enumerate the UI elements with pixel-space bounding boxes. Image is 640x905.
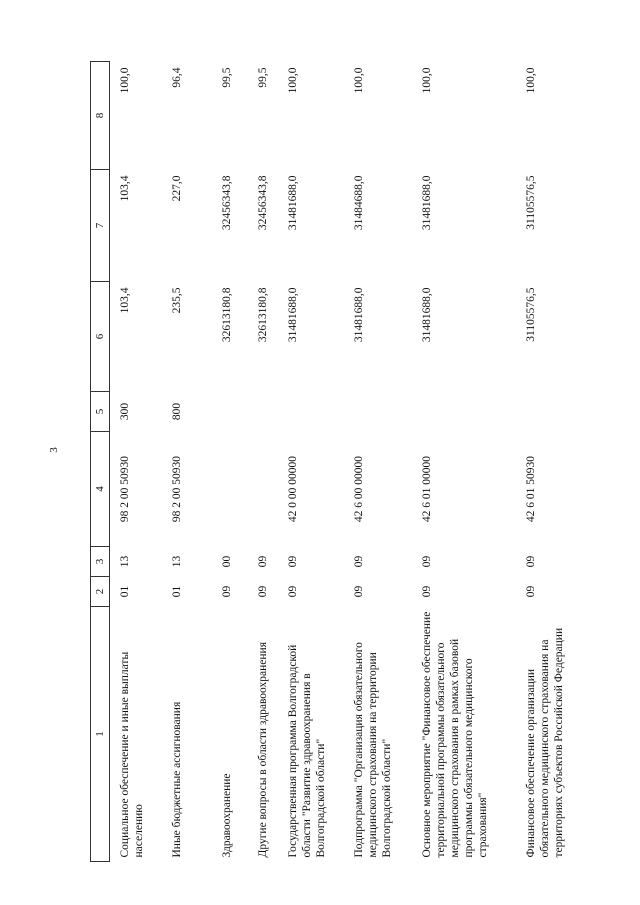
cell-section: 09 (256, 585, 269, 598)
cell-subsection: 09 (352, 555, 365, 568)
table-row (214, 62, 250, 862)
cell-planned: 103,4 (119, 287, 131, 314)
cell-planned: 31481688,0 (352, 287, 365, 343)
cell-percent: 99,5 (220, 67, 233, 88)
cell-section: 01 (119, 585, 131, 598)
cell-subsection: 13 (119, 555, 131, 568)
page-number: 3 (48, 447, 60, 453)
cell-planned: 31481688,0 (420, 287, 433, 343)
cell-subsection: 09 (524, 555, 537, 568)
cell-actual: 31481688,0 (286, 175, 299, 231)
cell-subsection: 09 (256, 555, 269, 568)
cell-expense-type (280, 392, 346, 432)
table-row (414, 62, 518, 862)
cell-planned: 235,5 (170, 287, 183, 314)
cell-actual: 227,0 (170, 175, 183, 202)
col-header: 8 (91, 62, 110, 170)
cell-expense-type: 300 (119, 402, 131, 421)
cell-actual: 31105576,5 (524, 175, 537, 230)
cell-actual: 31484688,0 (352, 175, 365, 231)
row-name: Государственная программа Волгоградской области "Развитие здравоохранения в Волгоградской области" (286, 644, 327, 858)
cell-expense-type (518, 392, 604, 432)
row-name: Социальное обеспечение и иные выплаты населению (119, 651, 145, 858)
cell-actual: 32456343,8 (220, 175, 233, 231)
cell-subsection: 09 (286, 555, 299, 568)
cell-actual: 103,4 (119, 175, 131, 202)
cell-section: 09 (220, 585, 233, 598)
cell-section: 01 (170, 585, 183, 598)
table-row (250, 62, 280, 862)
cell-actual: 31481688,0 (420, 175, 433, 231)
col-header: 4 (91, 432, 110, 547)
cell-expense-type (346, 392, 414, 432)
col-header: 3 (91, 547, 110, 577)
table-row (280, 62, 346, 862)
row-name: Подпрограмма "Организация обязательного медицинского страхования на территории Волгоградской области" (352, 642, 393, 858)
budget-table (90, 61, 604, 862)
cell-target-article (214, 432, 250, 547)
col-header: 6 (91, 282, 110, 392)
col-header: 1 (91, 607, 110, 862)
cell-actual: 32456343,8 (256, 175, 269, 231)
cell-target-article (250, 432, 280, 547)
row-name: Основное мероприятие "Финансовое обеспечение территориальной программы обязательного медицинского страхования в рамках базовой программы обязательного медицинского страхования" (420, 611, 489, 858)
cell-section: 09 (524, 585, 537, 598)
cell-planned: 31481688,0 (286, 287, 299, 343)
row-name: Здравоохранение (220, 773, 233, 858)
cell-subsection: 13 (170, 555, 183, 568)
table-row (110, 62, 164, 862)
cell-target-article: 42 6 01 00000 (420, 455, 433, 523)
row-name: Финансовое обеспечение организации обязательного медицинского страхования на территориях субъектов Российской Федерации (524, 627, 565, 858)
cell-percent: 100,0 (420, 67, 433, 94)
cell-percent: 100,0 (352, 67, 365, 94)
cell-percent: 99,5 (256, 67, 269, 88)
cell-target-article: 42 0 00 00000 (286, 455, 299, 523)
cell-subsection: 00 (220, 555, 233, 568)
cell-planned: 32613180,8 (220, 287, 233, 343)
cell-target-article: 98 2 00 50930 (119, 455, 131, 523)
cell-section: 09 (352, 585, 365, 598)
row-name: Другие вопросы в области здравоохранения (256, 642, 269, 858)
cell-target-article: 42 6 00 00000 (352, 455, 365, 523)
table-row (164, 62, 214, 862)
cell-section: 09 (286, 585, 299, 598)
cell-target-article: 42 6 01 50930 (524, 455, 537, 523)
table-row (518, 62, 604, 862)
cell-expense-type: 800 (170, 402, 183, 421)
cell-expense-type (250, 392, 280, 432)
cell-target-article: 98 2 00 50930 (170, 455, 183, 523)
row-name: Иные бюджетные ассигнования (170, 701, 183, 858)
header-row (91, 62, 110, 862)
cell-planned: 31105576,5 (524, 287, 537, 342)
cell-subsection: 09 (420, 555, 433, 568)
cell-section: 09 (420, 585, 433, 598)
cell-percent: 96,4 (170, 67, 183, 88)
cell-planned: 32613180,8 (256, 287, 269, 343)
col-header: 5 (91, 392, 110, 432)
col-header: 7 (91, 170, 110, 282)
cell-expense-type (414, 392, 518, 432)
cell-percent: 100,0 (119, 67, 131, 94)
cell-percent: 100,0 (524, 67, 537, 94)
col-header: 2 (91, 577, 110, 607)
cell-percent: 100,0 (286, 67, 299, 94)
rotated-page (90, 62, 610, 862)
table-row (346, 62, 414, 862)
cell-expense-type (214, 392, 250, 432)
